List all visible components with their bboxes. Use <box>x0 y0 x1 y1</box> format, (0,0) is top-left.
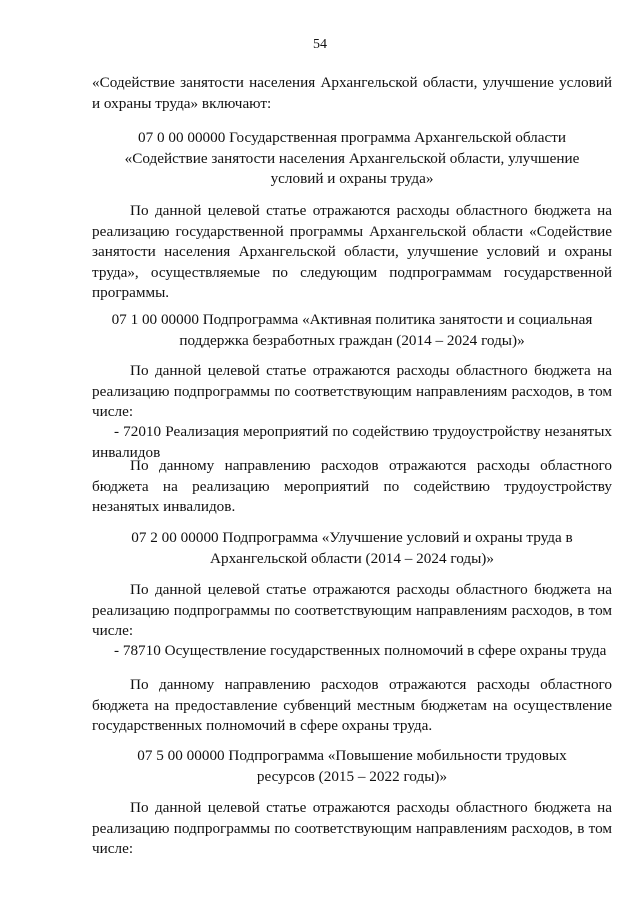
paragraph-continuation: «Содействие занятости населения Архангельской области, улучшение условий и охраны труда» включают: <box>92 74 612 112</box>
paragraph: По данной целевой статье отражаются расходы областного бюджета на реализацию государственной программы Архангельской области «Содействие занятости населения Архангельской области, улучшение условий и охраны труда», осуществляемые по следующим подпрограммам государственной программы. <box>92 202 612 301</box>
paragraph: По данному направлению расходов отражаются расходы областного бюджета на реализацию мероприятий по содействию трудоустройству незанятых инвалидов. <box>92 457 612 515</box>
paragraph: По данной целевой статье отражаются расходы областного бюджета на реализацию подпрограммы по соответствующим направлениям расходов, в том числе: <box>92 799 612 857</box>
heading-subprogram-2: 07 2 00 00000 Подпрограмма «Улучшение условий и охраны труда в Архангельской области (2014 – 2024 годы)» <box>131 529 573 567</box>
heading-subprogram-1: 07 1 00 00000 Подпрограмма «Активная политика занятости и социальная поддержка безработных граждан (2014 – 2024 годы)» <box>111 311 593 349</box>
paragraph: По данной целевой статье отражаются расходы областного бюджета на реализацию подпрограммы по соответствующим направлениям расходов, в том числе: <box>92 581 612 639</box>
heading-subprogram-5: 07 5 00 00000 Подпрограмма «Повышение мобильности трудовых ресурсов (2015 – 2022 годы)» <box>137 747 567 785</box>
paragraph: По данному направлению расходов отражаются расходы областного бюджета на предоставление субвенций местным бюджетам на осуществление государственных полномочий в сфере охраны труда. <box>92 676 612 734</box>
list-item: - 72010 Реализация мероприятий по содействию трудоустройству незанятых инвалидов <box>92 423 612 461</box>
heading-state-program: 07 0 00 00000 Государственная программа Архангельской области «Содействие занятости населения Архангельской области, улучшение условий и охраны труда» <box>124 129 580 187</box>
paragraph: По данной целевой статье отражаются расходы областного бюджета на реализацию подпрограммы по соответствующим направлениям расходов, в том числе: <box>92 362 612 420</box>
page-number: 54 <box>313 37 327 52</box>
list-item: - 78710 Осуществление государственных полномочий в сфере охраны труда <box>114 642 607 659</box>
